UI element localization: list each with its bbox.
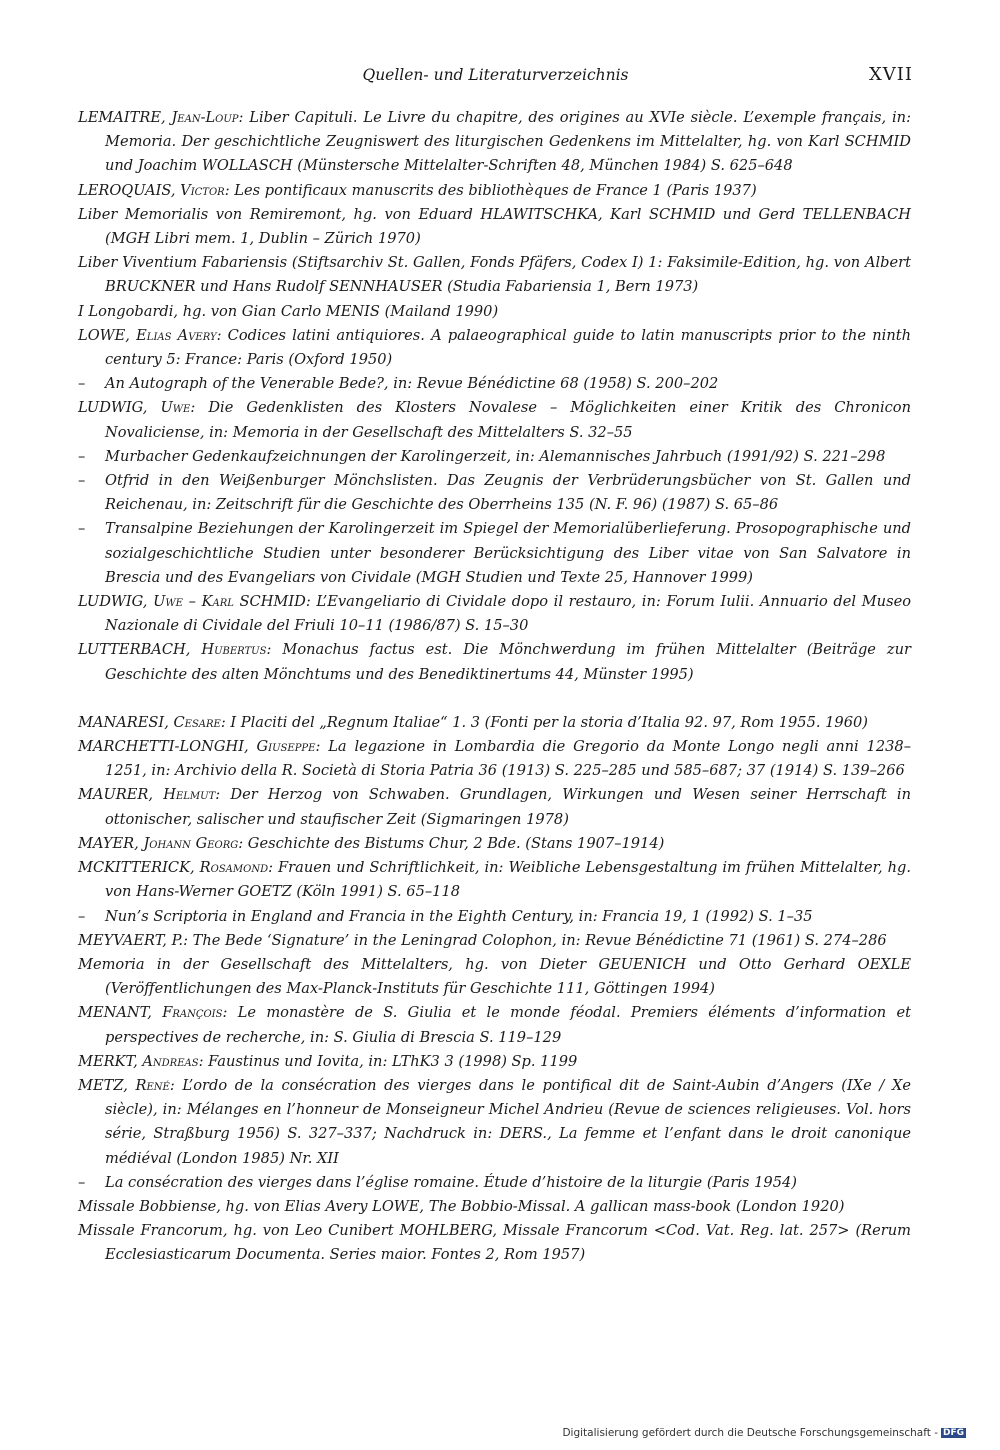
entry-text: Missale Francorum, hg. von Leo Cunibert MOHLBERG, Missale Francorum <Cod. Vat. Reg. lat. 257> (Rerum Ecclesiasticarum Documenta. Series maior. Fontes 2, Rom 1957) (78, 1222, 911, 1264)
entry-text: : Frauen und Schriftlichkeit, in: Weibliche Lebensgestaltung im frühen Mittelalter, hg. von Hans-Werner GOETZ (Köln 1991) S. 65–118 (105, 859, 911, 901)
bibliography-entry (78, 832, 911, 856)
bibliography-entry (78, 953, 911, 1001)
bibliography-entry (78, 372, 911, 396)
bibliography-entry (78, 783, 911, 831)
ditto-dash: – (78, 907, 86, 925)
entry-text: : Der Herzog von Schwaben. Grundlagen, Wirkungen und Wesen seiner Herrschaft in ottonischer, salischer und staufischer Zeit (Sigmaringen 1978) (105, 786, 911, 828)
entry-author: LOWE, Elias Avery (78, 326, 217, 344)
entry-text: : The Bede ‘Signature’ in the Leningrad Colophon, in: Revue Bénédictine 71 (1961) S. 274–286 (183, 931, 887, 949)
entry-author: MENANT, François (78, 1004, 223, 1022)
entry-text: : Liber Capituli. Le Livre du chapitre, des origines au XVIe siècle. L’exemple français, in: Memoria. Der geschichtliche Zeugniswert des liturgischen Gedenkens im Mittelalter, hg. von Karl SCHMID und Joachim WOLLASCH (Münstersche Mittelalter-Schriften 48, München 1984) S. 625–648 (105, 109, 911, 175)
entry-text: Murbacher Gedenkaufzeichnungen der Karolingerzeit, in: Alemannisches Jahrbuch (1991/92) S. 221–298 (105, 447, 886, 465)
bibliography-entry (78, 300, 911, 324)
bibliography-entry (78, 1219, 911, 1267)
entry-text: Liber Memorialis von Remiremont, hg. von Eduard HLAWITSCHKA, Karl SCHMID und Gerd TELLENBACH (MGH Libri mem. 1, Dublin – Zürich 1970) (78, 205, 911, 248)
ditto-dash: – (78, 375, 86, 393)
bibliography-entry (78, 106, 911, 179)
ditto-dash: – (78, 472, 86, 490)
entry-author: MANARESI, Cesare (78, 713, 221, 731)
bibliography-entry (78, 1171, 911, 1195)
entry-author: LEMAITRE, Jean-Loup (78, 109, 239, 126)
entry-text: Memoria in der Gesellschaft des Mittelalters, hg. von Dieter GEUENICH und Otto Gerhard OEXLE (Veröffentlichungen des Max-Planck-Instituts für Geschichte 111, Göttingen 1994) (78, 955, 911, 998)
section-gap (78, 687, 911, 711)
entry-author: MARCHETTI-LONGHI, Giuseppe (78, 738, 316, 756)
running-title: Quellen- und Literaturverzeichnis (362, 66, 629, 84)
entry-author: MEYVAERT, P. (78, 931, 184, 949)
entry-text: Missale Bobbiense, hg. von Elias Avery LOWE, The Bobbio-Missal. A gallican mass-book (London 1920) (78, 1197, 845, 1215)
ditto-dash: – (78, 1173, 86, 1191)
entry-text: : Monachus factus est. Die Mönchwerdung im frühen Mittelalter (Beiträge zur Geschichte des alten Mönchtums und des Benediktinertums 44, Münster 1995) (105, 641, 911, 683)
bibliography-entry (78, 324, 911, 372)
bibliography-entry (78, 856, 911, 904)
entry-text: An Autograph of the Venerable Bede?, in: Revue Bénédictine 68 (1958) S. 200–202 (105, 375, 719, 393)
ditto-dash: – (78, 520, 86, 538)
entry-author: LUDWIG, Uwe – Karl SCHMID (78, 593, 306, 611)
entry-author: MAYER, Johann Georg (78, 834, 239, 852)
entry-author: LUDWIG, Uwe (78, 399, 191, 417)
entry-text: : Die Gedenklisten des Klosters Novalese – Möglichkeiten einer Kritik des Chronicon Novaliciense, in: Memoria in der Gesellschaft des Mittelalters S. 32–55 (105, 399, 911, 441)
entry-author: MCKITTERICK, Rosamond (78, 859, 269, 877)
footer (562, 1427, 966, 1439)
bibliography-entry (78, 1050, 911, 1074)
bibliography-entry (78, 1001, 911, 1049)
entry-text: I Longobardi, hg. von Gian Carlo MENIS (Mailand 1990) (78, 302, 499, 320)
bibliography-entry (78, 179, 911, 203)
entry-text: : Geschichte des Bistums Chur, 2 Bde. (Stans 1907–1914) (238, 834, 665, 852)
entry-text: Liber Viventium Fabariensis (Stiftsarchiv St. Gallen, Fonds Pfäfers, Codex I) 1: Faksimile-Edition, hg. von Albert BRUCKNER und Hans Rudolf SENNHAUSER (Studia Fabariensia 1, Bern 1973) (78, 254, 911, 296)
entry-text: : La legazione in Lombardia die Gregorio da Monte Longo negli anni 1238–1251, in: Archivio della R. Società di Storia Patria 36 (1913) S. 225–285 und 585–687; 37 (1914) S. 139–266 (105, 738, 911, 780)
bibliography-entry (78, 251, 911, 299)
bibliography-entry (78, 469, 911, 517)
entry-author: LEROQUAIS, Victor (78, 181, 225, 199)
footer-credit: Digitalisierung gefördert durch die Deutsche Forschungsgemeinschaft - (562, 1427, 938, 1439)
entry-text: : Le monastère de S. Giulia et le monde féodal. Premiers éléments d’information et perspectives de recherche, in: S. Giulia di Brescia S. 119–129 (105, 1004, 911, 1046)
bibliography-entry (78, 638, 911, 686)
page-number: XVII (868, 64, 913, 85)
entry-text: : L’ordo de la consécration des vierges dans le pontifical dit de Saint-Aubin d’Angers (IXe / Xe siècle), in: Mélanges en l’honneur de Monseigneur Michel Andrieu (Revue de sciences religieuses. Vol. hors série, Straßburg 1956) S. 327–337; Nachdruck in: DERS., La femme et l’enfant dans le droit canonique médiéval (London 1985) Nr. XII (105, 1076, 911, 1167)
entry-text: : Les pontificaux manuscrits des bibliothèques de France 1 (Paris 1937) (224, 181, 757, 199)
entry-text: : Faustinus und Iovita, in: LThK3 3 (1998) Sp. 1199 (198, 1052, 578, 1070)
bibliography-entry (78, 735, 911, 783)
bibliography-entry (78, 711, 911, 735)
bibliography-entry (78, 929, 911, 953)
entry-text: : L’Evangeliario di Cividale dopo il restauro, in: Forum Iulii. Annuario del Museo Nazionale di Cividale del Friuli 10–11 (1986/87) S. 15–30 (105, 593, 911, 635)
bibliography-entry (78, 396, 911, 444)
entry-author: METZ, René (78, 1076, 170, 1094)
page-header (78, 66, 913, 90)
bibliography-entry (78, 445, 911, 469)
entry-author: LUTTERBACH, Hubertus (78, 641, 267, 659)
bibliography-entry (78, 905, 911, 929)
entry-text: Transalpine Beziehungen der Karolingerzeit im Spiegel der Memorialüberlieferung. Prosopographische und sozialgeschichtliche Studien unter besonderer Berücksichtigung des Liber vitae von San Salvatore in Brescia und des Evangeliars von Cividale (MGH Studien und Texte 25, Hannover 1999) (105, 520, 911, 586)
entry-text: La consécration des vierges dans l’église romaine. Étude d’histoire de la liturgie (Paris 1954) (105, 1173, 797, 1191)
dfg-logo: DFG (942, 1428, 964, 1438)
entry-text: Nun’s Scriptoria in England and Francia in the Eighth Century, in: Francia 19, 1 (1992) S. 1–35 (105, 907, 813, 925)
entry-author: MERKT, Andreas (78, 1052, 199, 1070)
bibliography-entry (78, 203, 911, 251)
entry-text: : Codices latini antiquiores. A palaeographical guide to latin manuscripts prior to the ninth century 5: France: Paris (Oxford 1950) (105, 326, 911, 369)
ditto-dash: – (78, 447, 86, 465)
bibliography-entry (78, 517, 911, 590)
bibliography-list (78, 106, 911, 1268)
entry-author: MAURER, Helmut (78, 786, 216, 804)
entry-text: Otfrid in den Weißenburger Mönchslisten. Das Zeugnis der Verbrüderungsbücher von St. Gallen und Reichenau, in: Zeitschrift für die Geschichte des Oberrheins 135 (N. F. 96) (1987) S. 65–86 (105, 472, 911, 514)
entry-text: : I Placiti del „Regnum Italiae“ 1. 3 (Fonti per la storia d’Italia 92. 97, Rom 1955. 1960) (220, 713, 868, 731)
bibliography-entry (78, 1074, 911, 1171)
bibliography-entry (78, 590, 911, 638)
bibliography-entry (78, 1195, 911, 1219)
